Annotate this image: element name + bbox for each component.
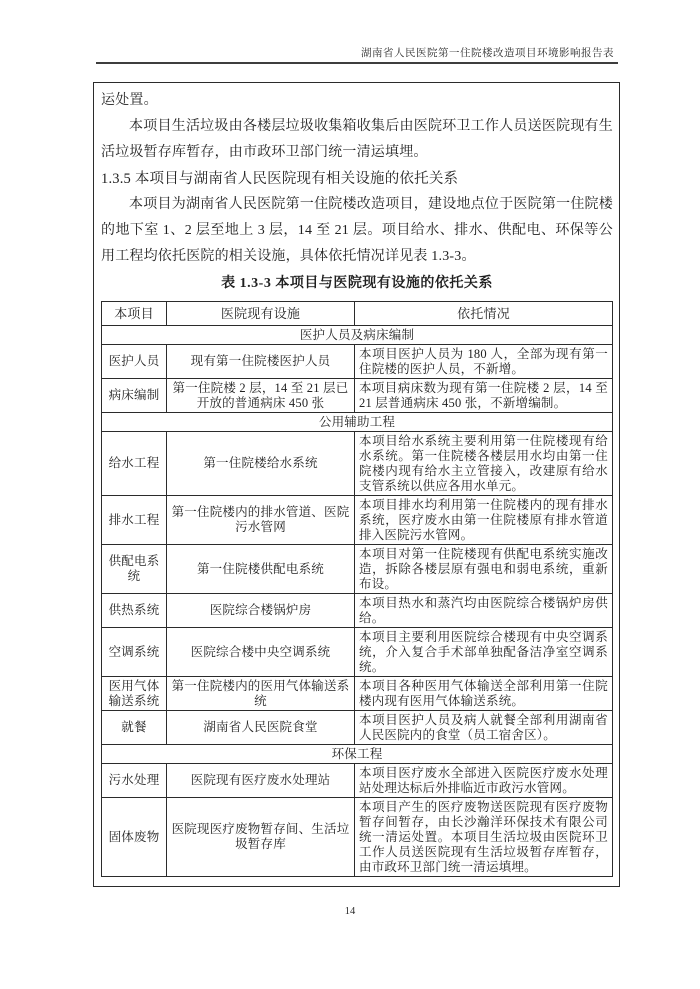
paragraph-domestic-waste: 本项目生活垃圾由各楼层垃圾收集箱收集后由医院环卫工作人员送医院现有生活垃圾暂存库暂存，由市政环卫部门统一清运填埋。	[101, 119, 613, 160]
content-border-box	[93, 82, 620, 887]
cell-facility: 第一住院楼 2 层，14 至 21 层已开放的普通病床 450 张	[167, 379, 355, 413]
cell-project: 供热系统	[102, 594, 167, 628]
cell-project: 固体废物	[102, 798, 167, 877]
cell-facility: 第一住院楼内的医用气体输送系统	[167, 677, 355, 711]
paragraph-continuation: 运处置。	[101, 93, 158, 108]
cell-project: 就餐	[102, 711, 167, 745]
cell-situation: 本项目医疗废水全部进入医院医疗废水处理站处理达标后外排临近市政污水管网。	[355, 764, 613, 798]
cell-project: 空调系统	[102, 628, 167, 677]
cell-situation: 本项目各种医用气体输送全部利用第一住院楼内现有医用气体输送系统。	[355, 677, 613, 711]
table-row	[102, 379, 613, 413]
table-row	[102, 345, 613, 379]
table-row	[102, 711, 613, 745]
cell-situation: 本项目排水均利用第一住院楼内的现有排水系统，医疗废水由第一住院楼原有排水管道排入医院污水管网。	[355, 496, 613, 545]
table-row	[102, 764, 613, 798]
section-label: 医护人员及病床编制	[102, 326, 613, 345]
table-row	[102, 545, 613, 594]
page-number: 14	[344, 906, 356, 917]
cell-facility: 医院综合楼中央空调系统	[167, 628, 355, 677]
header-cell-situation: 依托情况	[355, 302, 613, 326]
cell-situation: 本项目热水和蒸汽均由医院综合楼锅炉房供给。	[355, 594, 613, 628]
cell-project: 污水处理	[102, 764, 167, 798]
table-section-row	[102, 413, 613, 432]
table-row	[102, 677, 613, 711]
table-row	[102, 432, 613, 496]
cell-project: 医用气体输送系统	[102, 677, 167, 711]
table-row	[102, 628, 613, 677]
cell-situation: 本项目对第一住院楼现有供配电系统实施改造，拆除各楼层原有强电和弱电系统，重新布设。	[355, 545, 613, 594]
cell-situation: 本项目给水系统主要利用第一住院楼现有给水系统。第一住院楼各楼层用水均由第一住院楼内现有给水主立管接入，改建原有给水支管系统以供应各用水单元。	[355, 432, 613, 496]
cell-facility: 第一住院楼内的排水管道、医院污水管网	[167, 496, 355, 545]
cell-facility: 医院现医疗废物暂存间、生活垃圾暂存库	[167, 798, 355, 877]
cell-facility: 第一住院楼供配电系统	[167, 545, 355, 594]
cell-situation: 本项目病床数为现有第一住院楼 2 层，14 至 21 层普通病床 450 张，不新增编制。	[355, 379, 613, 413]
cell-project: 病床编制	[102, 379, 167, 413]
cell-situation: 本项目医护人员及病人就餐全部利用湖南省人民医院内的食堂（员工宿舍区）。	[355, 711, 613, 745]
table-header-row	[102, 302, 613, 326]
cell-facility: 第一住院楼给水系统	[167, 432, 355, 496]
section-label: 公用辅助工程	[102, 413, 613, 432]
section-heading-1-3-5: 1.3.5 本项目与湖南省人民医院现有相关设施的依托关系	[101, 171, 459, 187]
cell-project: 医护人员	[102, 345, 167, 379]
header-cell-project: 本项目	[102, 302, 167, 326]
table-title: 表 1.3-3 本项目与医院现有设施的依托关系	[221, 276, 493, 291]
cell-facility: 湖南省人民医院食堂	[167, 711, 355, 745]
cell-facility: 医院综合楼锅炉房	[167, 594, 355, 628]
running-header-title: 湖南省人民医院第一住院楼改造项目环境影响报告表	[361, 48, 614, 59]
dependency-table-body	[102, 326, 613, 877]
table-section-row	[102, 326, 613, 345]
table-section-row	[102, 745, 613, 764]
cell-project: 排水工程	[102, 496, 167, 545]
paragraph-project-overview: 本项目为湖南省人民医院第一住院楼改造项目，建设地点位于医院第一住院楼的地下室 1、2 层至地上 3 层，14 至 21 层。项目给水、排水、供配电、环保等公用工程均依托医院的相关设施，具体依托情况详见表 1.3-3。	[101, 197, 613, 264]
cell-project: 供配电系统	[102, 545, 167, 594]
header-rule	[96, 62, 618, 64]
header-cell-facility: 医院现有设施	[167, 302, 355, 326]
table-row	[102, 594, 613, 628]
cell-situation: 本项目医护人员为 180 人，全部为现有第一住院楼的医护人员，不新增。	[355, 345, 613, 379]
dependency-table	[101, 301, 613, 877]
table-row	[102, 798, 613, 877]
table-row	[102, 496, 613, 545]
cell-situation: 本项目产生的医疗废物送医院现有医疗废物暂存间暂存，由长沙瀚洋环保技术有限公司统一清运处置。本项目生活垃圾由医院环卫工作人员送医院现有生活垃圾暂存库暂存，由市政环卫部门统一清运填埋。	[355, 798, 613, 877]
cell-situation: 本项目主要利用医院综合楼现有中央空调系统，介入复合手术部单独配备洁净室空调系统。	[355, 628, 613, 677]
cell-project: 给水工程	[102, 432, 167, 496]
section-label: 环保工程	[102, 745, 613, 764]
cell-facility: 现有第一住院楼医护人员	[167, 345, 355, 379]
cell-facility: 医院现有医疗废水处理站	[167, 764, 355, 798]
